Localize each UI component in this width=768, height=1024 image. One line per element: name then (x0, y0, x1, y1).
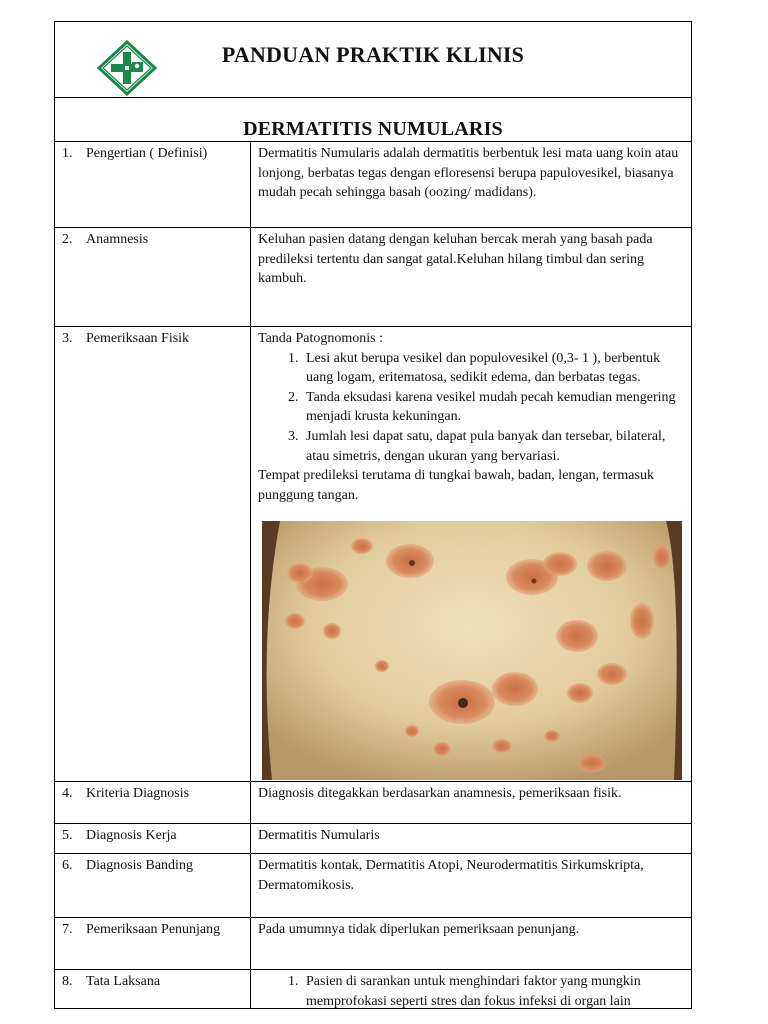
row-label (55, 918, 250, 939)
row-content: Dermatitis Numularis adalah dermatitis berbentuk lesi mata uang koin atau lonjong, berbatas tegas dengan efloresensi berupa papulovesikel, biasanya mudah pecah sehingga basah (oozing/ madidans). (258, 146, 679, 201)
table-row (55, 782, 691, 824)
row-content: Dermatitis kontak, Dermatitis Atopi, Neurodermatitis Sirkumskripta, Dermatomikosis. (258, 858, 644, 893)
row-number: 5. (62, 828, 73, 843)
table-row (55, 854, 691, 918)
row-content: Pada umumnya tidak diperlukan pemeriksaan penunjang. (258, 922, 580, 937)
row-number: 3. (62, 331, 73, 346)
row-label (55, 327, 250, 348)
list-item: 3. Jumlah lesi dapat satu, dapat pula banyak dan tersebar, bilateral, atau simetris, dengan ukuran yang bervariasi. (302, 427, 685, 466)
row-number: 1. (62, 146, 73, 161)
list-item: 1. Pasien di sarankan untuk menghindari faktor yang mungkin memprofokasi seperti stres dan fokus infeksi di organ lain (302, 972, 685, 1009)
row-label-text: Diagnosis Banding (86, 858, 193, 873)
row-label-text: Diagnosis Kerja (86, 828, 177, 843)
row-label (55, 782, 250, 803)
row-content: Dermatitis Numularis (258, 828, 380, 843)
row-label (55, 854, 250, 875)
document-title: PANDUAN PRAKTIK KLINIS (221, 42, 525, 67)
predilection-text: Tempat predileksi terutama di tungkai bawah, badan, lengan, termasuk punggung tangan. (258, 468, 654, 503)
clinical-photo (262, 521, 682, 780)
row-content (251, 327, 691, 505)
row-label (55, 142, 250, 163)
list-item: 2. Tanda eksudasi karena vesikel mudah pecah kemudian mengering menjadi krusta kekuningan. (302, 388, 685, 427)
document-header (55, 22, 691, 98)
topic-title: DERMATITIS NUMULARIS (243, 118, 503, 140)
topic-header (55, 98, 691, 142)
row-label (55, 824, 250, 845)
row-label-text: Tata Laksana (86, 974, 161, 989)
row-number: 8. (62, 974, 73, 989)
row-content (251, 970, 691, 1009)
table-row (55, 918, 691, 970)
row-label (55, 228, 250, 249)
finding-list (258, 349, 685, 467)
table-row (55, 142, 691, 228)
list-item: 1. Lesi akut berupa vesikel dan populovesikel (0,3- 1 ), berbentuk uang logam, eritematosa, sedikit edema, dan berbatas tegas. (302, 349, 685, 388)
table-row (55, 824, 691, 854)
row-label-text: Pengertian ( Definisi) (86, 146, 208, 161)
row-number: 4. (62, 786, 73, 801)
row-label-text: Pemeriksaan Penunjang (86, 922, 221, 937)
clinical-guideline-document (54, 21, 692, 1009)
table-row (55, 970, 691, 1009)
row-number: 6. (62, 858, 73, 873)
table-row (55, 228, 691, 327)
pathognomonic-heading: Tanda Patognomonis : (258, 331, 384, 346)
row-label-text: Pemeriksaan Fisik (86, 331, 190, 346)
row-number: 2. (62, 232, 73, 247)
row-content: Diagnosis ditegakkan berdasarkan anamnesis, pemeriksaan fisik. (258, 786, 622, 801)
row-number: 7. (62, 922, 73, 937)
treatment-list (258, 972, 685, 1009)
row-content: Keluhan pasien datang dengan keluhan bercak merah yang basah pada predileksi tertentu dan sangat gatal.Keluhan hilang timbul dan sering kambuh. (258, 232, 653, 287)
row-label (55, 970, 250, 991)
row-label-text: Kriteria Diagnosis (86, 786, 190, 801)
row-label-text: Anamnesis (86, 232, 149, 247)
